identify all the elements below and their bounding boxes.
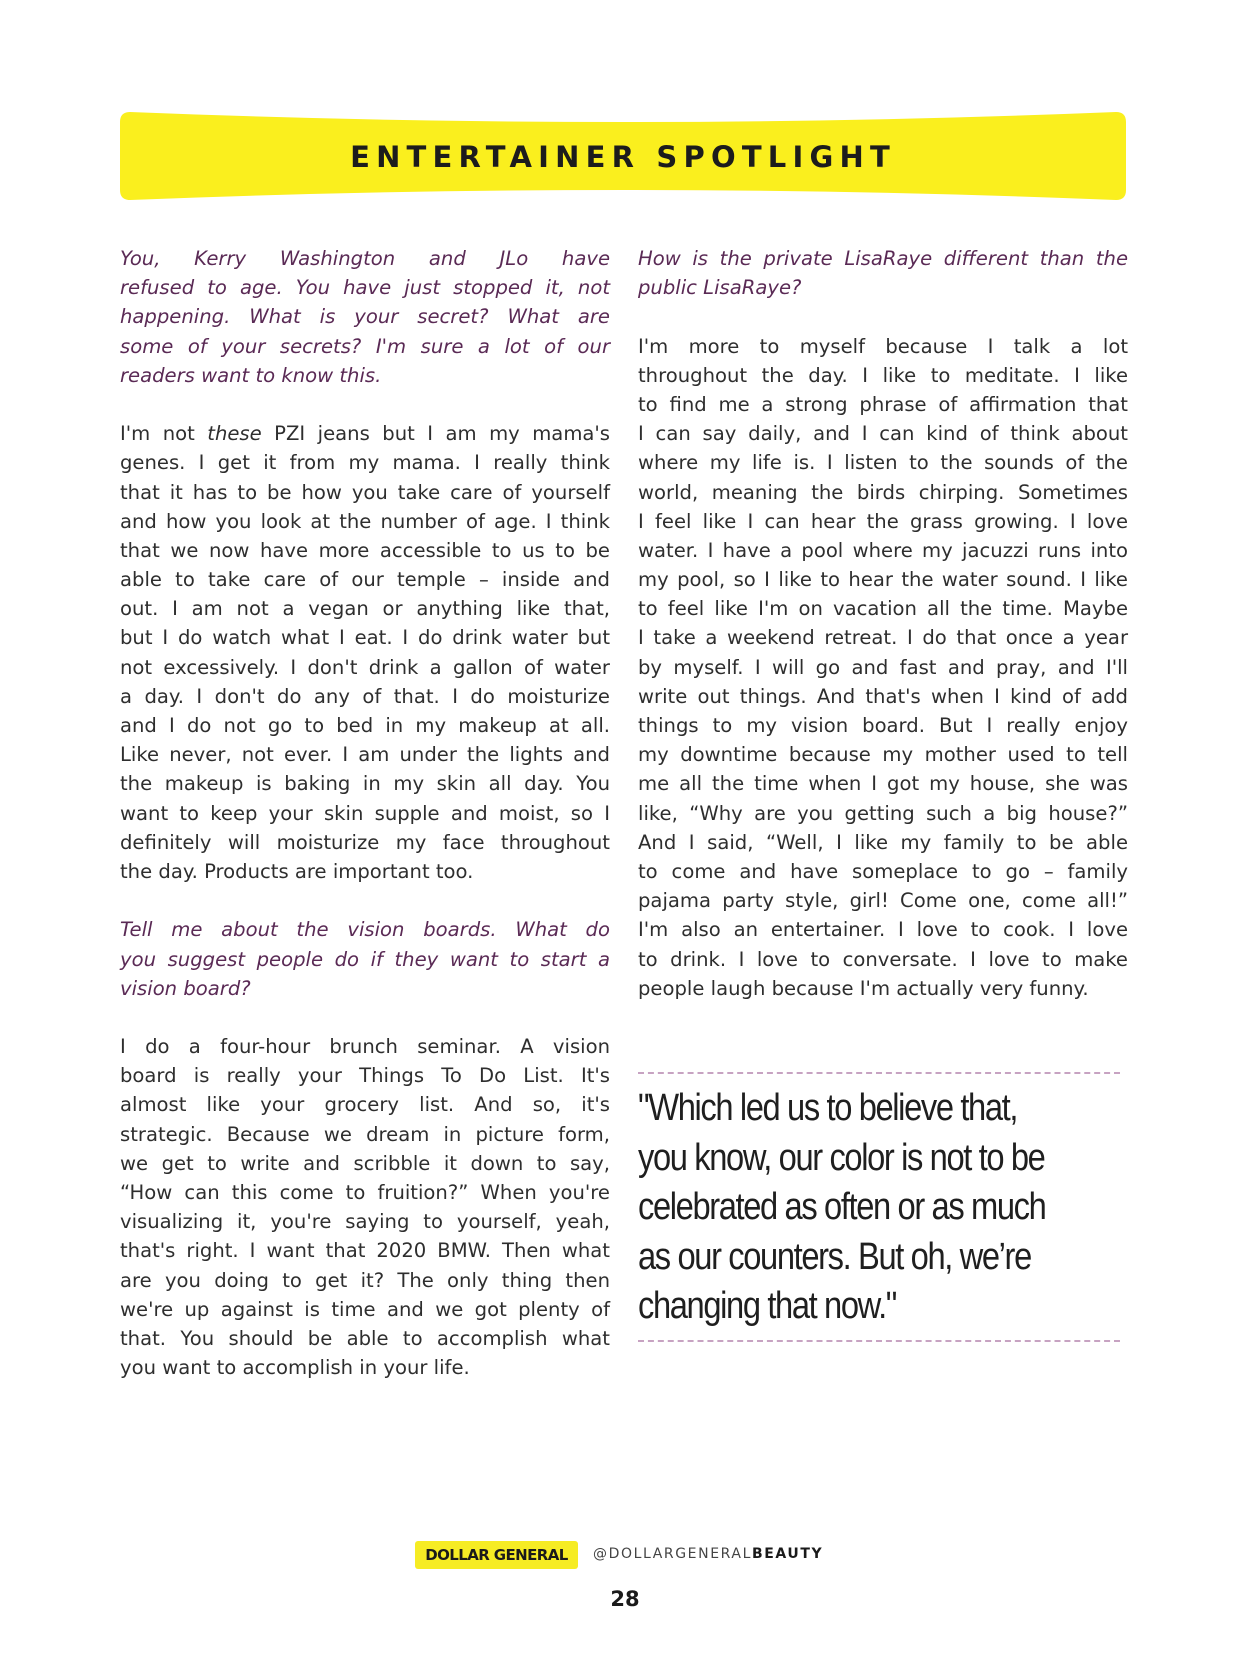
emphasized-word: these [207,422,262,446]
social-handle-suffix: BEAUTY [751,1546,824,1562]
interview-question [120,915,610,1003]
text-line: me all the time when I got my house, she was [638,772,1128,796]
text-line: want to keep your skin supple and moist, so I [120,801,610,825]
text-line: to come and have someplace to go – family [638,859,1128,883]
text-line: And I said, “Well, I like my family to be able [638,830,1128,854]
page-number: 28 [610,1587,640,1611]
text-line: Tell me about the vision boards. What do [120,918,610,942]
text-line: definitely will moisturize my face throughout [120,830,610,854]
text-line: genes. I get it from my mama. I really think [120,451,610,475]
text-line: pajama party style, girl! Come one, come all!” [638,889,1128,913]
text-line: you want to accomplish in your life. [120,1356,470,1380]
paragraph-spacer [120,1003,610,1032]
paragraph-spacer [120,886,610,915]
interview-question [638,244,1128,302]
pull-quote-line: as our counters. But oh, we’re [638,1235,1031,1278]
text-line: How is the private LisaRaye different than the [638,247,1128,270]
text-line: vision board? [120,976,251,1000]
left-column [120,244,610,1382]
text-line: people laugh because I'm actually very funny. [638,976,1089,1000]
pull-quote-line: you know, our color is not to be [638,1136,1045,1179]
text-line: the day. Products are important too. [120,859,474,883]
text-line: my pool, so I like to hear the water sound. I like [638,568,1128,592]
text-line: my downtime because my mother used to tell [638,743,1128,767]
text-line: public LisaRaye? [638,276,802,300]
social-handle [593,1546,823,1562]
interview-answer [120,1032,610,1382]
text-line: readers want to know this. [120,363,382,387]
paragraph-spacer [638,302,1128,331]
text-line: almost like your grocery list. And so, it's [120,1093,610,1117]
text-line: by myself. I will go and fast and pray, and I'll [638,655,1128,679]
text-line: visualizing it, you're saying to yourself, yeah, [120,1210,610,1234]
dollar-general-logo: DOLLAR GENERAL [415,1541,578,1569]
social-handle-prefix: @DOLLARGENERAL [593,1546,752,1562]
pull-quote-text [638,1074,1128,1340]
text-line: I take a weekend retreat. I do that once a year [638,626,1128,650]
paragraph-spacer [120,390,610,419]
text-line: write out things. And that's when I kind of add [638,684,1128,708]
text-line: I'm also an entertainer. I love to cook. I love [638,918,1128,942]
text-line: out. I am not a vegan or anything like that, [120,597,610,621]
text-line: like, “Why are you getting such a big house?” [638,801,1128,825]
text-line: happening. What is your secret? What are [120,305,610,329]
text-line: the makeup is baking in my skin all day. You [120,772,610,796]
text-line: are you doing to get it? The only thing then [120,1268,610,1292]
text-line: board is really your Things To Do List. It's [120,1064,610,1088]
interview-answer [120,419,610,886]
section-banner [120,110,1126,202]
text-line: you suggest people do if they want to start a [120,947,610,971]
text-line: “How can this come to fruition?” When you're [120,1181,610,1204]
text-line: a day. I don't do any of that. I do moisturize [120,684,610,708]
text-line: You, Kerry Washington and JLo have [120,247,610,270]
text-line: we get to write and scribble it down to say, [120,1151,610,1175]
pull-quote-line: changing that now." [638,1285,897,1327]
interview-question [120,244,610,390]
text-line: that we now have more accessible to us to be [120,538,610,562]
banner-title: ENTERTAINER SPOTLIGHT [350,140,896,174]
text-line: I can say daily, and I can kind of think about [638,422,1128,446]
text-line: Like never, not ever. I am under the lights and [120,743,610,767]
text-line: able to take care of our temple – inside and [120,568,610,592]
text-line: to drink. I love to conversate. I love to make [638,947,1128,971]
text-line: where my life is. I listen to the sounds of the [638,451,1128,475]
pull-quote [638,1072,1128,1342]
text-line: and how you look at the number of age. I think [120,509,610,533]
text-line: to find me a strong phrase of affirmation that [638,392,1128,416]
text-line: and I do not go to bed in my makeup at all. [120,714,610,737]
text-line: refused to age. You have just stopped it, not [120,276,610,300]
text-line: but I do watch what I eat. I do drink water but [120,626,610,650]
text-line: world, meaning the birds chirping. Sometimes [638,480,1128,504]
text-line: throughout the day. I like to meditate. I like [638,363,1128,387]
pull-quote-bottom-divider [638,1340,1120,1342]
text-line: I'm more to myself because I talk a lot [638,334,1128,358]
pull-quote-line: "Which led us to believe that, [638,1087,1018,1129]
text-line: that's right. I want that 2020 BMW. Then what [120,1239,610,1263]
right-column [638,244,1128,1003]
text-line: strategic. Because we dream in picture form, [120,1122,610,1146]
pull-quote-line: celebrated as often or as much [638,1186,1046,1228]
text-line: I do a four-hour brunch seminar. A vision [120,1035,610,1059]
text-line: I feel like I can hear the grass growing. I love [638,509,1128,533]
interview-answer [638,332,1128,1003]
text-line: to feel like I'm on vacation all the time. Maybe [638,597,1128,621]
text-line: not excessively. I don't drink a gallon of water [120,655,610,679]
text-line: water. I have a pool where my jacuzzi runs into [638,538,1128,562]
text-line: that it has to be how you take care of yourself [120,480,610,504]
text-line: we're up against is time and we got plenty of [120,1297,610,1321]
text-line: things to my vision board. But I really enjoy [638,714,1128,737]
text-line: I'm not these PZI jeans but I am my mama's [120,422,611,446]
text-line: some of your secrets? I'm sure a lot of our [120,334,610,358]
text-line: that. You should be able to accomplish what [120,1326,610,1350]
